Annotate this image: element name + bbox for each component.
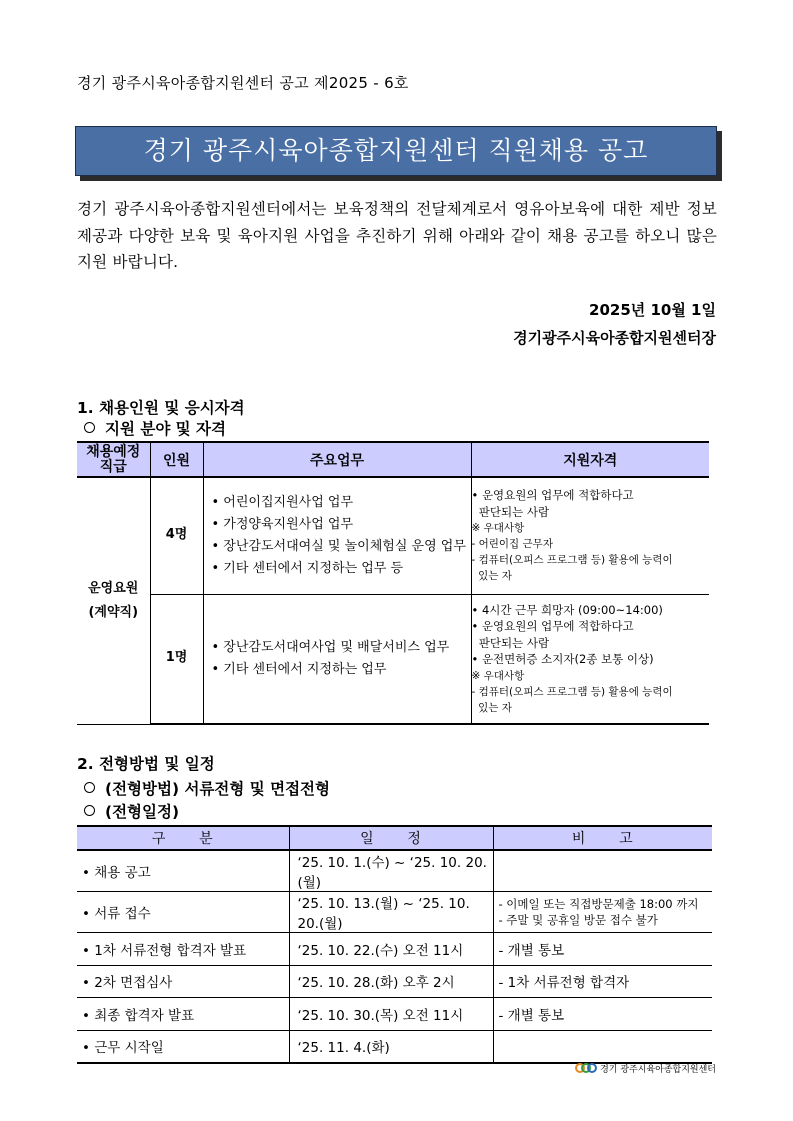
col-header-schedule: 일 정: [289, 826, 493, 850]
position-name: 운영요원: [88, 580, 139, 596]
schedule-item: • 1차 서류전형 합격자 발표: [77, 933, 289, 966]
qualification-line: ※ 우대사항: [471, 669, 525, 682]
title-banner: [75, 126, 717, 176]
position-type: (계약직): [88, 604, 139, 620]
duty-item: • 가정양육지원사업 업무: [211, 516, 354, 532]
schedule-row: [77, 850, 712, 892]
schedule-note: - 개별 통보: [493, 998, 712, 1031]
qualification-cell: [471, 477, 709, 594]
issuer-name: 경기광주시육아종합지원센터장: [513, 329, 716, 347]
qualification-line: 판단되는 사람: [471, 635, 550, 650]
schedule-note: - 1차 서류전형 합격자: [493, 965, 712, 998]
section2-method: [84, 777, 330, 799]
position-cell: [77, 477, 150, 724]
section1-subheading: [84, 417, 226, 439]
schedule-item: • 2차 면접심사: [77, 965, 289, 998]
col-header-position-label: 채용예정 직급: [86, 443, 141, 475]
schedule-note: - 이메일 또는 직접방문제출 18:00 까지 - 주말 및 공휴일 방문 접수 불가: [493, 892, 712, 933]
qualification-line: 있는 자: [471, 570, 512, 583]
schedule-note: [493, 1030, 712, 1063]
schedule-row: [77, 933, 712, 966]
col-header-qualifications: 지원자격: [471, 442, 709, 477]
circle-bullet-icon: [84, 805, 95, 816]
duty-item: • 장난감도서대여실 및 놀이체험실 운영 업무: [211, 538, 466, 554]
qualification-line: • 운영요원의 업무에 적합하다고: [471, 619, 634, 634]
col-header-position: [77, 442, 150, 477]
duty-item: • 기타 센터에서 지정하는 업무: [211, 661, 387, 677]
schedule-date: ‘25. 10. 28.(화) 오후 2시: [289, 965, 493, 998]
duties-cell: [203, 477, 471, 594]
col-header-category: 구 분: [77, 826, 289, 850]
qualification-line: • 4시간 근무 희망자 (09:00~14:00): [471, 602, 663, 617]
circle-bullet-icon: [84, 422, 95, 433]
notice-number: 경기 광주시육아종합지원센터 공고 제2025 - 6호: [77, 74, 409, 92]
duties-cell: [203, 594, 471, 724]
qualification-line: 있는 자: [471, 701, 512, 714]
qualification-cell: [471, 594, 709, 724]
qualification-line: • 운영요원의 업무에 적합하다고: [471, 488, 634, 503]
schedule-note: - 개별 통보: [493, 933, 712, 966]
duty-item: • 어린이집지원사업 업무: [211, 494, 354, 510]
section2-schedule-label-text: (전형일정): [105, 803, 180, 821]
count-cell: 4명: [150, 477, 203, 594]
qualification-line: - 컴퓨터(오피스 프로그램 등) 활용에 능력이: [471, 685, 673, 698]
schedule-table: [77, 825, 712, 1064]
duty-item: • 장난감도서대여사업 및 배달서비스 업무: [211, 639, 450, 655]
schedule-date: ‘25. 10. 13.(월) ~ ‘25. 10. 20.(월): [289, 892, 493, 933]
center-logo-icon: [575, 1061, 597, 1075]
schedule-item: • 근무 시작일: [77, 1030, 289, 1063]
schedule-item: • 최종 합격자 발표: [77, 998, 289, 1031]
qualification-line: - 어린이집 근무자: [471, 538, 553, 551]
col-header-duties: 주요업무: [203, 442, 471, 477]
section2-method-label: (전형방법) 서류전형 및 면접전형: [105, 780, 331, 798]
page-title: 경기 광주시육아종합지원센터 직원채용 공고: [143, 136, 649, 165]
schedule-date: ‘25. 10. 30.(목) 오전 11시: [289, 998, 493, 1031]
section2-heading: 2. 전형방법 및 일정: [77, 755, 215, 773]
schedule-date: ‘25. 10. 22.(수) 오전 11시: [289, 933, 493, 966]
duty-item: • 기타 센터에서 지정하는 업무 등: [211, 560, 404, 576]
section2-schedule-label: [84, 800, 179, 822]
circle-bullet-icon: [84, 782, 95, 793]
qualification-line: ※ 우대사항: [471, 522, 525, 535]
footer-logo-text: 경기 광주시육아종합지원센터: [600, 1064, 716, 1075]
schedule-note: [493, 850, 712, 892]
footer-logo: [575, 1061, 716, 1075]
schedule-row: [77, 1030, 712, 1063]
announcement-date: 2025년 10월 1일: [589, 301, 716, 319]
qualification-line: 판단되는 사람: [471, 504, 550, 519]
section1-subheading-label: 지원 분야 및 자격: [105, 420, 227, 438]
schedule-date: ‘25. 10. 1.(수) ~ ‘25. 10. 20.(월): [289, 850, 493, 892]
schedule-row: [77, 892, 712, 933]
qualification-line: • 운전면허증 소지자(2종 보통 이상): [471, 652, 654, 667]
schedule-row: [77, 998, 712, 1031]
schedule-item: • 채용 공고: [77, 850, 289, 892]
intro-paragraph: 경기 광주시육아종합지원센터에서는 보육정책의 전달체계로서 영유아보육에 대한 제반 정보 제공과 다양한 보육 및 육아지원 사업을 추진하기 위해 아래와 같이 채용 공고를 하오니 많은 지원 바랍니다.: [77, 200, 717, 271]
schedule-row: [77, 965, 712, 998]
schedule-item: • 서류 접수: [77, 892, 289, 933]
section1-heading: 1. 채용인원 및 응시자격: [77, 399, 245, 417]
qualification-line: - 컴퓨터(오피스 프로그램 등) 활용에 능력이: [471, 554, 673, 567]
col-header-remarks: 비 고: [493, 826, 712, 850]
qualification-table: [77, 441, 709, 725]
schedule-date: ‘25. 11. 4.(화): [289, 1030, 493, 1063]
count-cell: 1명: [150, 594, 203, 724]
col-header-count: 인원: [150, 442, 203, 477]
